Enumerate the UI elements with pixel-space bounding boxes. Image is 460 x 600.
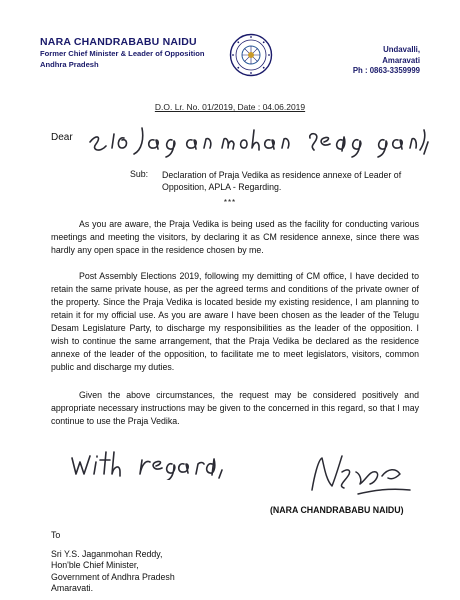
subject-label: Sub:: [130, 169, 149, 179]
body-paragraph-2: Post Assembly Elections 2019, following my demitting of CM office, I have decided to retain the same private house, as per the agreed terms and conditions of the private owner of the property. Since the Praja Vedika is located beside my existing residence, I am planning to retain it for my official use. As you are aware I have been chosen as the leader of the Telugu Desam Legislature Party, to discharge my responsibilities as the leader of the opposition. I wish to continue the same arrangement, that the Praja Vedika be declared as the residence annexe of the leader of the opposition, to facilitate me to meet legislators, visitors, common public and discharge my duties.: [51, 271, 419, 372]
handwritten-closing: [68, 446, 228, 480]
signature: [298, 450, 418, 498]
recipient-name: Sri Y.S. Jaganmohan Reddy,: [51, 548, 163, 559]
salutation-dear: Dear: [51, 132, 73, 143]
sender-state: Andhra Pradesh: [40, 60, 99, 69]
reference-line: D.O. Lr. No. 01/2019, Date : 04.06.2019: [154, 102, 306, 112]
recipient-city: Amaravati.: [51, 583, 94, 593]
handwritten-salutation: [84, 120, 434, 160]
separator-stars: ***: [223, 198, 237, 207]
state-emblem-icon: [229, 33, 273, 77]
signatory-name: (NARA CHANDRABABU NAIDU): [270, 505, 404, 515]
recipient-government: Government of Andhra Pradesh: [51, 571, 175, 582]
recipient-block: [51, 530, 175, 595]
recipient-designation: Hon'ble Chief Minister,: [51, 560, 139, 570]
address-line1: Undavalli,: [383, 45, 420, 54]
address-line2: Amaravati: [382, 55, 420, 65]
subject-text: Declaration of Praja Vedika as residence annexe of Leader of Opposition, APLA - Regarding.: [162, 170, 402, 192]
letterhead-sender: [40, 37, 205, 70]
sender-title: Former Chief Minister & Leader of Opposition: [40, 49, 205, 58]
body-paragraph-3: Given the above circumstances, the request may be considered positively and appropriate necessary instructions may be given to the concerned in this regard, so that I may continue to use the Praja Vedika.: [51, 390, 419, 426]
recipient-to: To: [51, 530, 61, 540]
body-paragraph-1: As you are aware, the Praja Vedika is being used as the facility for conducting various meetings and meeting the visitors, by declaring it as CM residence annexe, since there was hardly any open space in the residence chosen by me.: [51, 219, 419, 255]
sender-name: NARA CHANDRABABU NAIDU: [40, 36, 197, 48]
letterhead-address: [353, 45, 420, 77]
phone-number: Ph : 0863-3359999: [352, 66, 420, 75]
